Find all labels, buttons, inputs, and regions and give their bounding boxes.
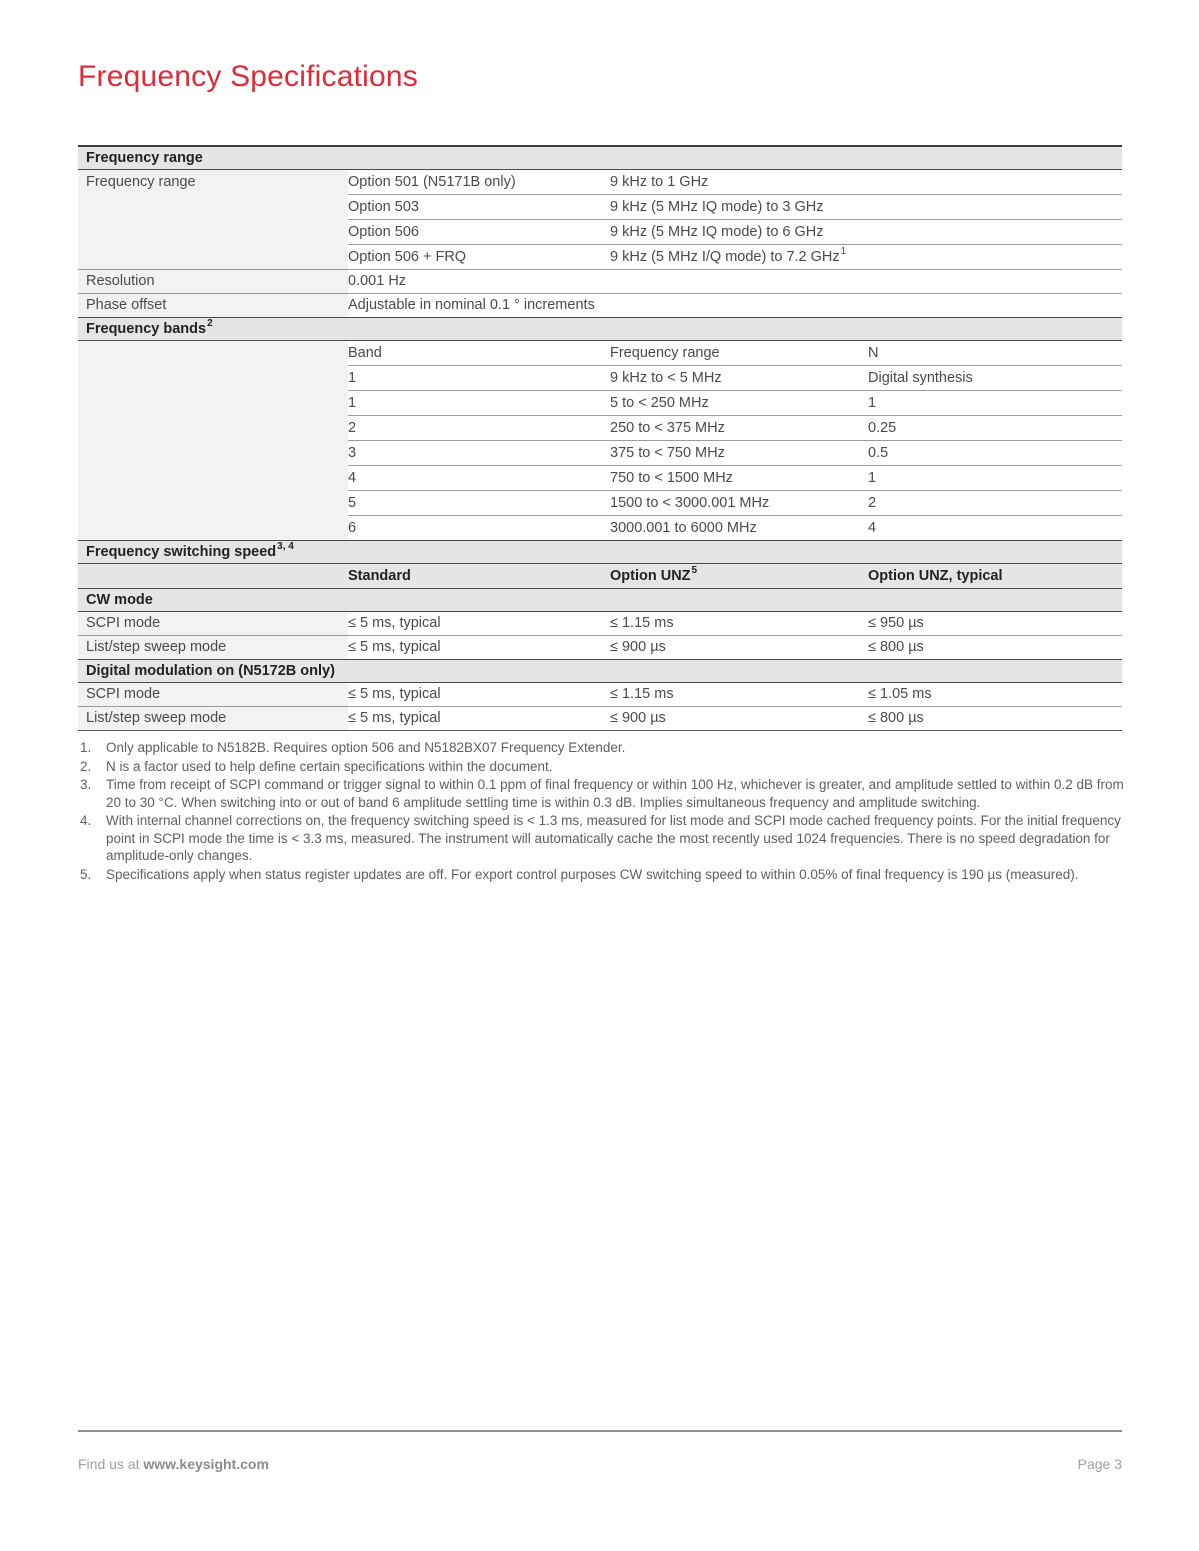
frequency-range-options <box>348 170 1122 269</box>
frequency-bands-group <box>78 341 1122 540</box>
option-row <box>348 170 1122 195</box>
section-header-switching-speed <box>78 540 1122 564</box>
unz-value: ≤ 900 µs <box>610 639 666 655</box>
keysight-website-link[interactable]: www.keysight.com <box>143 1456 269 1472</box>
footnote-number: 2. <box>80 758 92 774</box>
footnote-item <box>80 776 1126 811</box>
band-cell: 1 <box>348 370 357 386</box>
bands-column-header-row <box>348 341 1122 366</box>
mode-label: SCPI mode <box>78 612 348 635</box>
section-header-digital-modulation: Digital modulation on (N5172B only) <box>78 659 1122 683</box>
unz-typical-value: ≤ 800 µs <box>868 710 924 726</box>
standard-value: ≤ 5 ms, typical <box>348 615 441 631</box>
frequency-range-label: Frequency range <box>86 174 196 190</box>
phase-offset-row <box>78 294 1122 317</box>
footer-left <box>78 1456 269 1472</box>
band-row <box>348 391 1122 416</box>
band-row <box>348 416 1122 441</box>
footnote-item <box>80 739 1126 757</box>
row-label-cell-empty <box>78 341 348 540</box>
resolution-label: Resolution <box>78 270 348 293</box>
band-row <box>348 466 1122 491</box>
option-row <box>348 195 1122 220</box>
band-n-cell: Digital synthesis <box>868 370 973 386</box>
standard-column-header: Standard <box>348 568 411 584</box>
band-row <box>348 491 1122 516</box>
section-header-frequency-range: Frequency range <box>78 145 1122 170</box>
mode-label: List/step sweep mode <box>78 636 348 659</box>
band-cell: 3 <box>348 445 357 461</box>
option-range-cell <box>610 245 1122 269</box>
resolution-value: 0.001 Hz <box>348 273 407 289</box>
band-cell: 6 <box>348 520 357 536</box>
page-title: Frequency Specifications <box>78 60 418 93</box>
phase-offset-label: Phase offset <box>78 294 348 317</box>
option-range-text: 9 kHz (5 MHz I/Q mode) to 7.2 GHz <box>610 249 840 265</box>
n-column-header: N <box>868 345 879 361</box>
band-n-cell: 0.25 <box>868 420 897 436</box>
mode-label: SCPI mode <box>78 683 348 706</box>
band-n-cell: 4 <box>868 520 877 536</box>
footnote-text: Only applicable to N5182B. Requires option 506 and N5182BX07 Frequency Extender. <box>106 740 626 755</box>
empty-header-cell <box>78 564 348 588</box>
option-range-cell: 9 kHz (5 MHz IQ mode) to 3 GHz <box>610 199 824 215</box>
band-range-cell: 3000.001 to 6000 MHz <box>610 520 757 536</box>
footnote-ref-5: 5 <box>691 565 698 577</box>
footnote-ref-2: 2 <box>207 318 213 330</box>
band-range-cell: 5 to < 250 MHz <box>610 395 709 411</box>
footnote-item <box>80 866 1126 884</box>
band-row <box>348 516 1122 540</box>
standard-value: ≤ 5 ms, typical <box>348 686 441 702</box>
section-header-text: Frequency bands <box>86 321 207 337</box>
band-range-cell: 250 to < 375 MHz <box>610 420 725 436</box>
footnote-number: 5. <box>80 866 92 882</box>
band-range-cell: 9 kHz to < 5 MHz <box>610 370 722 386</box>
resolution-row <box>78 270 1122 294</box>
section-header-text: Frequency switching speed <box>86 544 277 560</box>
footnote-ref-1: 1 <box>840 246 847 258</box>
footnote-number: 3. <box>80 777 92 792</box>
section-header-frequency-bands <box>78 317 1122 341</box>
page-number: Page 3 <box>1077 1456 1122 1472</box>
unz-typical-value: ≤ 950 µs <box>868 615 924 631</box>
band-n-cell: 2 <box>868 495 877 511</box>
unz-typical-value: ≤ 800 µs <box>868 639 924 655</box>
band-cell: 5 <box>348 495 357 511</box>
footnote-number: 4. <box>80 813 92 828</box>
band-row <box>348 366 1122 391</box>
unz-typical-value: ≤ 1.05 ms <box>868 686 932 702</box>
frequency-specifications-table <box>78 145 1122 731</box>
cw-scpi-row <box>78 612 1122 636</box>
option-unz-column-header <box>610 564 868 588</box>
option-name-cell: Option 506 <box>348 224 419 240</box>
band-n-cell: 1 <box>868 470 877 486</box>
footnote-item <box>80 758 1126 776</box>
frequency-range-group <box>78 170 1122 270</box>
switching-column-header-row <box>78 564 1122 589</box>
band-n-cell: 1 <box>868 395 877 411</box>
band-n-cell: 0.5 <box>868 445 889 461</box>
band-cell: 1 <box>348 395 357 411</box>
option-unz-typical-column-header: Option UNZ, typical <box>868 568 1003 584</box>
unz-value: ≤ 1.15 ms <box>610 615 674 631</box>
band-row <box>348 441 1122 466</box>
band-column-header: Band <box>348 345 382 361</box>
row-label-cell <box>78 170 348 269</box>
footnote-number: 1. <box>80 740 92 755</box>
unz-value: ≤ 900 µs <box>610 710 666 726</box>
option-row <box>348 245 1122 269</box>
digital-list-step-row <box>78 707 1122 731</box>
range-column-header: Frequency range <box>610 345 720 361</box>
band-cell: 2 <box>348 420 357 436</box>
cw-list-step-row <box>78 636 1122 659</box>
option-name-cell: Option 503 <box>348 199 419 215</box>
standard-value: ≤ 5 ms, typical <box>348 639 441 655</box>
standard-value: ≤ 5 ms, typical <box>348 710 441 726</box>
option-name-cell: Option 506 + FRQ <box>348 249 467 265</box>
mode-label: List/step sweep mode <box>78 707 348 730</box>
unz-value: ≤ 1.15 ms <box>610 686 674 702</box>
footnote-text: Time from receipt of SCPI command or trigger signal to within 0.1 ppm of final frequency or within 100 Hz, whichever is greater, and amplitude settled to within 0.2 dB from 20 to 30 °C. When switching into or out of band 6 amplitude settling time is within 0.3 dB. Implies simultaneous frequency and amplitude switching. <box>106 777 1124 810</box>
section-header-cw-mode: CW mode <box>78 589 1122 612</box>
footnote-text: With internal channel corrections on, the frequency switching speed is < 1.3 ms, measured for list mode and SCPI mode cached frequency points. For the initial frequency point in SCPI mode the time is < 3.3 ms, measured. The instrument will automatically cache the most recently used 1024 frequencies. There is no speed degradation for amplitude-only changes. <box>106 813 1121 863</box>
option-range-cell: 9 kHz to 1 GHz <box>610 174 709 190</box>
option-unz-header-text: Option UNZ <box>610 568 691 584</box>
band-range-cell: 375 to < 750 MHz <box>610 445 725 461</box>
find-us-label: Find us at <box>78 1456 144 1472</box>
option-row <box>348 220 1122 245</box>
footnote-item <box>80 812 1126 865</box>
footnotes-list <box>80 739 1126 884</box>
band-cell: 4 <box>348 470 357 486</box>
footnote-text: Specifications apply when status register updates are off. For export control purposes CW switching speed to within 0.05% of final frequency is 190 µs (measured). <box>106 866 1079 882</box>
footnote-text: N is a factor used to help define certain specifications within the document. <box>106 758 553 774</box>
option-range-cell: 9 kHz (5 MHz IQ mode) to 6 GHz <box>610 224 824 240</box>
band-range-cell: 1500 to < 3000.001 MHz <box>610 495 770 511</box>
digital-scpi-row <box>78 683 1122 707</box>
option-name-cell: Option 501 (N5171B only) <box>348 174 516 190</box>
footnote-ref-3-4: 3, 4 <box>277 541 294 553</box>
bands-subtable <box>348 341 1122 540</box>
phase-offset-value: Adjustable in nominal 0.1 ° increments <box>348 297 595 313</box>
band-range-cell: 750 to < 1500 MHz <box>610 470 733 486</box>
page-footer <box>78 1430 1122 1472</box>
